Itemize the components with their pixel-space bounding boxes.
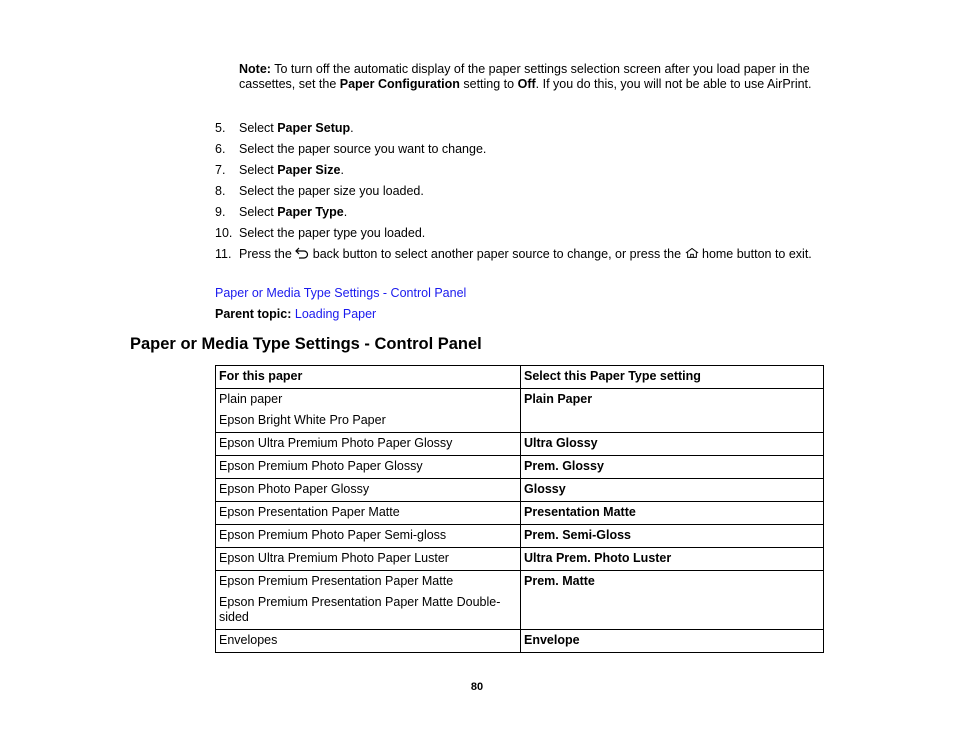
step-text: Select Paper Setup. [239, 121, 354, 135]
setting-cell: Prem. Semi-Gloss [521, 525, 824, 548]
note-text: setting to [459, 77, 518, 91]
step-item [215, 247, 825, 262]
step-number: 8. [215, 184, 226, 198]
table-row [216, 479, 824, 502]
paper-cell: Epson Premium Photo Paper Semi-gloss [216, 525, 521, 548]
step-number: 6. [215, 142, 226, 156]
table-row [216, 571, 824, 630]
note-text: . If you do this, you will not be able to use AirPrint. [535, 77, 812, 91]
paper-cell: Epson Premium Photo Paper Glossy [216, 456, 521, 479]
step-item [215, 226, 825, 241]
setting-cell: Ultra Glossy [521, 433, 824, 456]
table-row [216, 433, 824, 456]
step-text: Select Paper Type. [239, 205, 348, 219]
column-header: For this paper [216, 366, 521, 389]
page-number: 80 [470, 681, 484, 693]
step-item [215, 163, 825, 178]
table-row [216, 389, 824, 433]
step-number: 5. [215, 121, 226, 135]
note-bold-value: Off [517, 77, 536, 91]
step-number: 7. [215, 163, 226, 177]
paper-cell: Epson Premium Presentation Paper Matte Epson Premium Presentation Paper Matte Double-sided [216, 571, 521, 630]
step-item [215, 121, 825, 136]
related-topic [215, 286, 466, 301]
setting-cell: Envelope [521, 630, 824, 653]
step-item [215, 184, 825, 199]
table-row [216, 502, 824, 525]
column-header: Select this Paper Type setting [521, 366, 824, 389]
setting-cell: Presentation Matte [521, 502, 824, 525]
paper-cell: Plain paper Epson Bright White Pro Paper [216, 389, 521, 433]
step-text: Select the paper size you loaded. [239, 184, 424, 198]
paper-cell: Epson Photo Paper Glossy [216, 479, 521, 502]
related-topic-link[interactable]: Paper or Media Type Settings - Control Panel [215, 286, 467, 300]
note-text: To turn off the automatic display of the paper settings selection screen after you load paper in the cassettes, set the [239, 62, 810, 91]
step-item [215, 142, 825, 157]
table-row [216, 525, 824, 548]
setting-cell: Ultra Prem. Photo Luster [521, 548, 824, 571]
setting-cell: Glossy [521, 479, 824, 502]
paper-cell: Envelopes [216, 630, 521, 653]
table-header-row [216, 366, 824, 389]
step-item [215, 205, 825, 220]
paper-cell: Epson Ultra Premium Photo Paper Glossy [216, 433, 521, 456]
step-text: Select Paper Size. [239, 163, 344, 177]
parent-topic [215, 307, 376, 322]
home-icon [685, 247, 699, 259]
step-number: 10. [215, 226, 233, 240]
parent-topic-label: Parent topic: [215, 307, 292, 321]
paper-cell: Epson Presentation Paper Matte [216, 502, 521, 525]
step-number: 11. [215, 247, 232, 261]
paper-type-table [215, 365, 824, 653]
steps-list [215, 121, 825, 268]
paper-cell: Epson Ultra Premium Photo Paper Luster [216, 548, 521, 571]
step-text: Select the paper source you want to change. [239, 142, 487, 156]
setting-cell: Plain Paper [521, 389, 824, 433]
note-label: Note: [239, 62, 271, 76]
table-row [216, 630, 824, 653]
back-arrow-icon [295, 247, 309, 259]
note-bold-setting: Paper Configuration [339, 77, 460, 91]
setting-cell: Prem. Glossy [521, 456, 824, 479]
section-heading: Paper or Media Type Settings - Control Panel [130, 335, 482, 353]
note-paragraph [239, 62, 829, 92]
table-row [216, 548, 824, 571]
step-text: Press the back button to select another paper source to change, or press the home button to exit. [239, 247, 812, 261]
step-text: Select the paper type you loaded. [239, 226, 426, 240]
table-row [216, 456, 824, 479]
setting-cell: Prem. Matte [521, 571, 824, 630]
parent-topic-link[interactable]: Loading Paper [294, 307, 377, 321]
step-number: 9. [215, 205, 226, 219]
